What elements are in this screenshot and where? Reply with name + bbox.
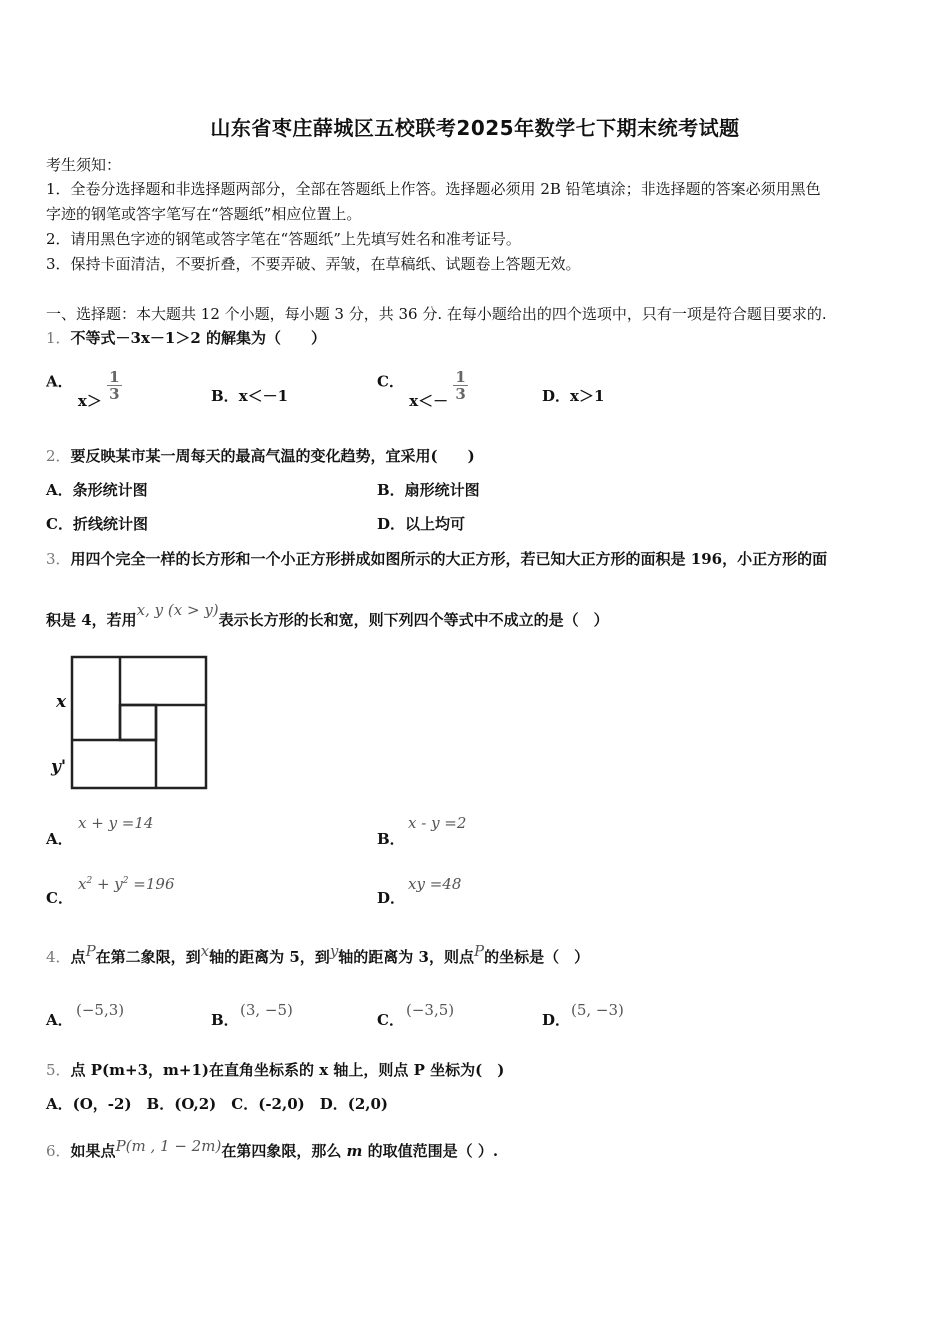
option-label: D． <box>542 1011 571 1029</box>
q3-option-b[interactable] <box>377 828 405 849</box>
page-title: 山东省枣庄薛城区五校联考2025年数学七下期末统考试题 <box>210 116 740 140</box>
question-stem: 用四个完全一样的长方形和一个小正方形拼成如图所示的大正方形，若已知大正方形的面积是 196，小正方形的面 <box>70 550 828 568</box>
notice-line-2: 2．请用黑色字迹的钢笔或答字笔在“答题纸”上先填写姓名和准考证号。 <box>46 230 521 248</box>
q4-option-b-math: (3, −5) <box>240 1001 293 1019</box>
q1-option-d[interactable] <box>542 385 604 406</box>
notice-header: 考生须知： <box>46 156 122 174</box>
q2-option-b[interactable]: B．扇形统计图 <box>377 481 480 499</box>
question-3-line-1 <box>46 548 827 569</box>
notice-line-1b: 字迹的钢笔或答字笔写在“答题纸”相应位置上。 <box>46 205 362 223</box>
option-label: C． <box>46 889 73 907</box>
question-stem: 点 P(m+3，m+1)在直角坐标系的 x 轴上，则点 P 坐标为( ) <box>70 1061 505 1079</box>
notice-line-1a: 1．全卷分选择题和非选择题两部分，全部在答题纸上作答。选择题必须用 2B 铅笔填涂；非选择题的答案必须用黑色 <box>46 180 821 198</box>
q4-option-b[interactable] <box>211 1009 239 1030</box>
q3-option-c-math: $x^2 + y^2 =196$ <box>78 875 175 893</box>
q4-option-d[interactable] <box>542 1009 570 1030</box>
option-text: x＞ <box>77 391 102 410</box>
option-label: B． <box>211 1011 239 1029</box>
question-1 <box>46 327 326 348</box>
q4-option-a[interactable] <box>46 1009 73 1030</box>
q2-option-c[interactable]: C．折线统计图 <box>46 515 148 533</box>
q4-option-a-math: (−5,3) <box>76 1001 125 1019</box>
q3-option-d[interactable] <box>377 887 405 908</box>
option-label: B． <box>377 830 405 848</box>
question-stem: 要反映某市某一周每天的最高气温的变化趋势，宜采用( ) <box>70 447 475 465</box>
q3-square-figure <box>48 650 213 795</box>
option-label: A． <box>46 830 73 848</box>
question-stem: 不等式－3x－1＞2 的解集为（ ） <box>70 329 327 347</box>
q3-option-a-math: x + y =14 <box>78 814 154 832</box>
q4-option-d-math: (5, −3) <box>571 1001 624 1019</box>
q1-option-b[interactable] <box>211 385 288 406</box>
question-number: 1． <box>46 329 71 347</box>
option-label: B． <box>211 387 239 405</box>
q3-option-b-math: x - y =2 <box>408 814 467 832</box>
stem-math: x, y (x > y) <box>136 601 219 619</box>
q2-option-a[interactable]: A．条形统计图 <box>46 481 148 499</box>
question-5 <box>46 1059 504 1080</box>
q1-option-c[interactable] <box>377 366 468 410</box>
q2-option-d[interactable]: D．以上均可 <box>377 515 466 533</box>
q1-option-a[interactable] <box>46 366 122 410</box>
q3-option-a[interactable] <box>46 828 73 849</box>
option-text: x＜－1 <box>238 387 289 405</box>
q3-option-c[interactable] <box>46 887 73 908</box>
small-square <box>120 705 156 740</box>
question-3-line-2 <box>46 601 609 630</box>
option-label: C． <box>377 372 404 391</box>
notice-line-3: 3．保持卡面清洁，不要折叠，不要弄破、弄皱，在草稿纸、试题卷上答题无效。 <box>46 255 581 273</box>
question-number: 3． <box>46 550 71 568</box>
option-label: A． <box>46 1011 73 1029</box>
question-6: 6．如果点P(m , 1 − 2m)在第四象限，那么 m 的取值范围是（ ）. <box>46 1137 499 1160</box>
option-text: x＞1 <box>570 387 605 405</box>
option-label: D． <box>377 889 406 907</box>
question-number: 5． <box>46 1061 71 1079</box>
option-label: D． <box>542 387 571 405</box>
stem-text: 表示长方形的长和宽，则下列四个等式中不成立的是（ ） <box>218 611 609 629</box>
fraction-one-third: $\frac{1}{3}$ <box>455 368 466 403</box>
option-text: x＜－ <box>409 391 449 410</box>
fig-label-y: y' <box>51 757 67 777</box>
question-4: 4．点P在第二象限，到x轴的距离为 5，到y轴的距离为 3，则点P的坐标是（ ） <box>46 942 590 966</box>
q3-option-d-math: xy =48 <box>408 875 462 893</box>
option-label: C． <box>377 1011 404 1029</box>
question-2 <box>46 445 475 466</box>
big-square <box>72 657 206 788</box>
fig-label-x: x <box>56 692 67 712</box>
q4-option-c[interactable] <box>377 1009 404 1030</box>
fraction-one-third: $\frac{1}{3}$ <box>109 368 120 403</box>
stem-text: 积是 4，若用 <box>46 611 137 629</box>
question-number: 2． <box>46 447 71 465</box>
option-label: A． <box>46 372 73 391</box>
q5-options[interactable]: A．(O，-2) B．(O,2) C．(-2,0) D．(2,0) <box>46 1095 389 1113</box>
section-heading: 一、选择题：本大题共 12 个小题，每小题 3 分，共 36 分. 在每小题给出的四个选项中，只有一项是符合题目要求的. <box>46 305 827 323</box>
q4-option-c-math: (−3,5) <box>406 1001 455 1019</box>
question-number: 6． <box>46 1142 71 1160</box>
question-number: 4． <box>46 948 71 966</box>
